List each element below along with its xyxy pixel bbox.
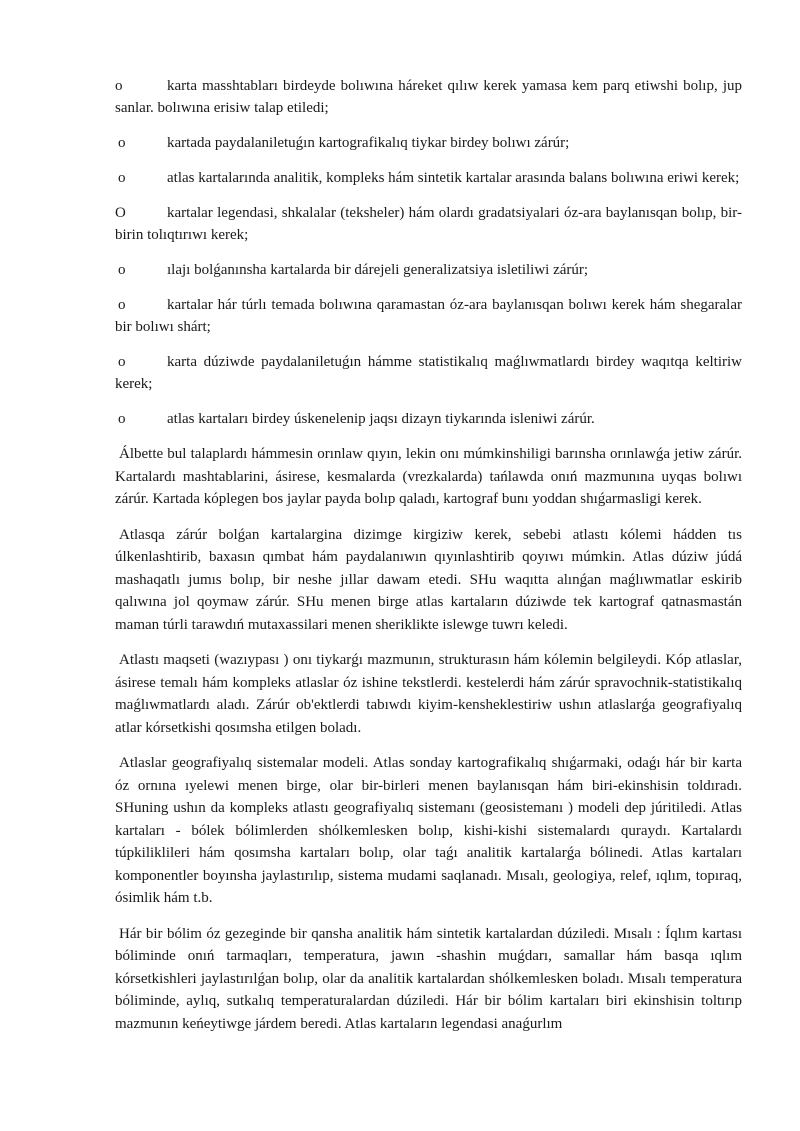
body-paragraph: Atlasqa zárúr bolǵan kartalargina dizimge kirgiziw kerek, sebebi atlastı kólemi hádden tıs úlkenlashtirib, baxasın qımbat hám paydalanıwın qıyınlashtirib qoyıwı múmkin. Atlas dúziw júdá mashaqatlı jumıs bolıp, bir neshe jıllar dawam etedi. SHu waqıtta alınǵan maǵlıwmatlar eskirib qalıwına jol qoymaw zárúr. SHu menen birge atlas kartaların dúziwde tek kartograf qatnasmastán maman túrli tarawdıń mutaxassilari menen sheriklikte islewge tuwrı keledi. (115, 526, 742, 633)
list-item-text: karta dúziwde paydalaniletuǵın hámme statistikalıq maǵlıwmatlardı birdey waqıtqa keltiriw kerek; (115, 354, 742, 392)
list-marker: o (118, 135, 126, 151)
list-marker: o (118, 170, 126, 186)
document-page (115, 75, 742, 1048)
list-item-text: kartalar legendasi, shkalalar (teksheler) hám olardı gradatsiyalari óz-ara baylanısqan bolıp, bir-birin tolıqtırıwı kerek; (115, 205, 742, 243)
list-item (115, 167, 742, 189)
list-marker: o (118, 411, 126, 427)
body-paragraph: Hár bir bólim óz gezeginde bir qansha analitik hám sintetik kartalardan dúziledi. Mısalı : Íqlım kartası bóliminde onıń tarmaqları, temperatura, jawın -shashin muǵdarı, samallar hám basqa ıqlım kórsetkishleri jaylastırılǵan bolıp, olar da analitik kartalardan shólkemlesken boladı. Mısalı temperatura bóliminde, aylıq, sutkalıq temperaturalardan dúziledi. Hár bir bólim kartaları biri ekinshisin toltırıp mazmunın keńeytiwge járdem beredi. Atlas kartaların legendasi anaǵurlım (115, 925, 742, 1032)
list-item-text: karta masshtabları birdeyde bolıwına háreket qılıw kerek yamasa kem parq etiwshi bolıp, jup sanlar. bolıwına erisiw talap etiledi; (115, 78, 742, 116)
body-paragraph: Atlastı maqseti (wazıypası ) onı tiykarǵı mazmunın, strukturasın hám kólemin belgileydi. Kóp atlaslar, ásirese temalı hám kompleks atlaslar óz ishine tekstlerdi. kestelerdi hám zárúr spravochnik-statistikalıq maǵlıwmatlardı aladı. Zárúr ob'ektlerdi tabıwdı kiyim-kensheklestiriw ushın atlaslarǵa geografiyalıq atlar kórsetkishi qosımsha etilgen boladı. (115, 652, 742, 736)
body-paragraph: Álbette bul talaplardı hámmesin orınlaw qıyın, lekin onı múmkinshiligi barınsha orınlawǵa jetiw zárúr. Kartalardı mashtablarini, ásirese, kesmalarda (vrezkalarda) tańlawda onıń mazmunına uyqas bolıwı zárúr. Kartada kóplegen bos jaylar payda bolıp qaladı, kartograf bunı yoddan shıǵarmasligi kerek. (115, 446, 742, 507)
list-item (115, 202, 742, 246)
body-paragraph: Atlaslar geografiyalıq sistemalar modeli. Atlas sonday kartografikalıq shıǵarmaki, odaǵı hár bir karta óz ornına ıyelewi menen birge, olar bir-birleri menen baylanısqan hám biri-ekinshisin toldıradı. SHuning ushın da kompleks atlastı geografiyalıq sistemanı (geosistemanı ) modeli dep júritiledi. Atlas kartaları - bólek bólimlerden shólkemlesken bolıp, kishi-kishi sistemalardı quraydı. Kartalardı túpkiliklileri hám qosımsha kartaları bolıp, olar taǵı analitik kartalarǵa bólinedi. Atlas kartaları komponentler boyınsha jaylastırılıp, sistema mudami saqlanadı. Mısalı, geologiya, relef, ıqlım, topıraq, ósimlik hám t.b. (115, 755, 742, 906)
list-item-text: atlas kartaları birdey úskenelenip jaqsı dizayn tiykarında isleniwi zárúr. (167, 411, 595, 427)
list-item (115, 351, 742, 395)
list-item (115, 408, 742, 430)
list-marker: o (118, 262, 126, 278)
list-item-text: ılajı bolǵanınsha kartalarda bir dárejeli generalizatsiya isletiliwi zárúr; (167, 262, 589, 278)
list-item-text: kartalar hár túrlı temada bolıwına qaramastan óz-ara baylanısqan bolıwı kerek hám shegaralar bir bolıwı shárt; (115, 297, 742, 335)
list-marker: o (118, 297, 126, 313)
list-item (115, 294, 742, 338)
list-marker: o (115, 78, 123, 94)
list-item-text: atlas kartalarında analitik, kompleks hám sintetik kartalar arasında balans bolıwına eriwi kerek; (167, 170, 740, 186)
list-item (115, 75, 742, 119)
list-marker: O (115, 205, 126, 221)
list-marker: o (118, 354, 126, 370)
list-item (115, 132, 742, 154)
list-item-text: kartada paydalaniletuǵın kartografikalıq tiykar birdey bolıwı zárúr; (167, 135, 570, 151)
list-item (115, 259, 742, 281)
